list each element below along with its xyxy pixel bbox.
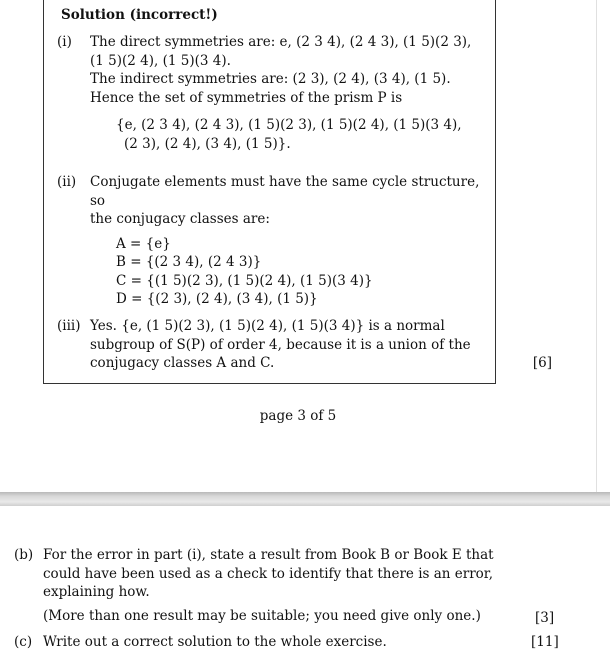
part-iii-number: (iii)	[57, 318, 81, 334]
conjugacy-class-b: B = {(2 3 4), (2 4 3)}	[116, 254, 262, 270]
part-i-line: The direct symmetries are: e, (2 3 4), (2 4 3), (1 5)(2 3),	[90, 34, 472, 50]
part-iii-line: subgroup of S(P) of order 4, because it is a union of the	[90, 336, 471, 353]
page-separator	[0, 492, 610, 506]
conjugacy-class-c: C = {(1 5)(2 3), (1 5)(2 4), (1 5)(3 4)}	[116, 272, 373, 289]
part-i-line: The indirect symmetries are: (2 3), (2 4), (3 4), (1 5).	[90, 71, 451, 87]
page-4	[0, 506, 610, 661]
question-b-line: For the error in part (i), state a result from Book B or Book E that	[43, 547, 494, 563]
question-c-number: (c)	[14, 634, 33, 650]
symmetry-set-line: {e, (2 3 4), (2 4 3), (1 5)(2 3), (1 5)(2 4), (1 5)(3 4),	[116, 117, 462, 133]
question-b-line: could have been used as a check to identify that there is an error,	[43, 565, 494, 582]
part-i-line: Hence the set of symmetries of the prism P is	[90, 89, 403, 106]
part-i-line: (1 5)(2 4), (1 5)(3 4).	[90, 52, 231, 69]
part-ii-line: Conjugate elements must have the same cycle structure, so	[90, 174, 480, 209]
question-b-line: (More than one result may be suitable; you need give only one.)	[43, 607, 481, 624]
solution-part-iii	[57, 317, 487, 373]
part-ii-number: (ii)	[57, 174, 77, 190]
conjugacy-class-a: A = {e}	[116, 235, 171, 252]
question-c-mark: [11]	[531, 634, 559, 650]
question-b-number: (b)	[14, 547, 34, 563]
conjugacy-class-d: D = {(2 3), (2 4), (3 4), (1 5)}	[116, 291, 318, 307]
question-b-mark: [3]	[535, 610, 555, 626]
solution-part-i	[57, 33, 487, 153]
question-b	[14, 546, 494, 625]
part-ii-line: the conjugacy classes are:	[90, 211, 270, 227]
question-b-line: explaining how.	[43, 584, 150, 600]
question-c-line: Write out a correct solution to the whole exercise.	[43, 634, 387, 650]
solution-box	[43, 0, 496, 384]
question-c	[14, 633, 494, 652]
solution-title: Solution (incorrect!)	[61, 7, 218, 23]
solution-mark: [6]	[532, 355, 552, 371]
part-i-number: (i)	[57, 34, 72, 50]
page-number: page 3 of 5	[259, 408, 337, 424]
symmetry-set-line: (2 3), (2 4), (3 4), (1 5)}.	[124, 135, 291, 152]
part-iii-line: Yes. {e, (1 5)(2 3), (1 5)(2 4), (1 5)(3 4)} is a normal	[90, 318, 445, 334]
page-edge	[596, 0, 610, 492]
solution-part-ii	[57, 173, 487, 309]
part-iii-line: conjugacy classes A and C.	[90, 355, 275, 371]
